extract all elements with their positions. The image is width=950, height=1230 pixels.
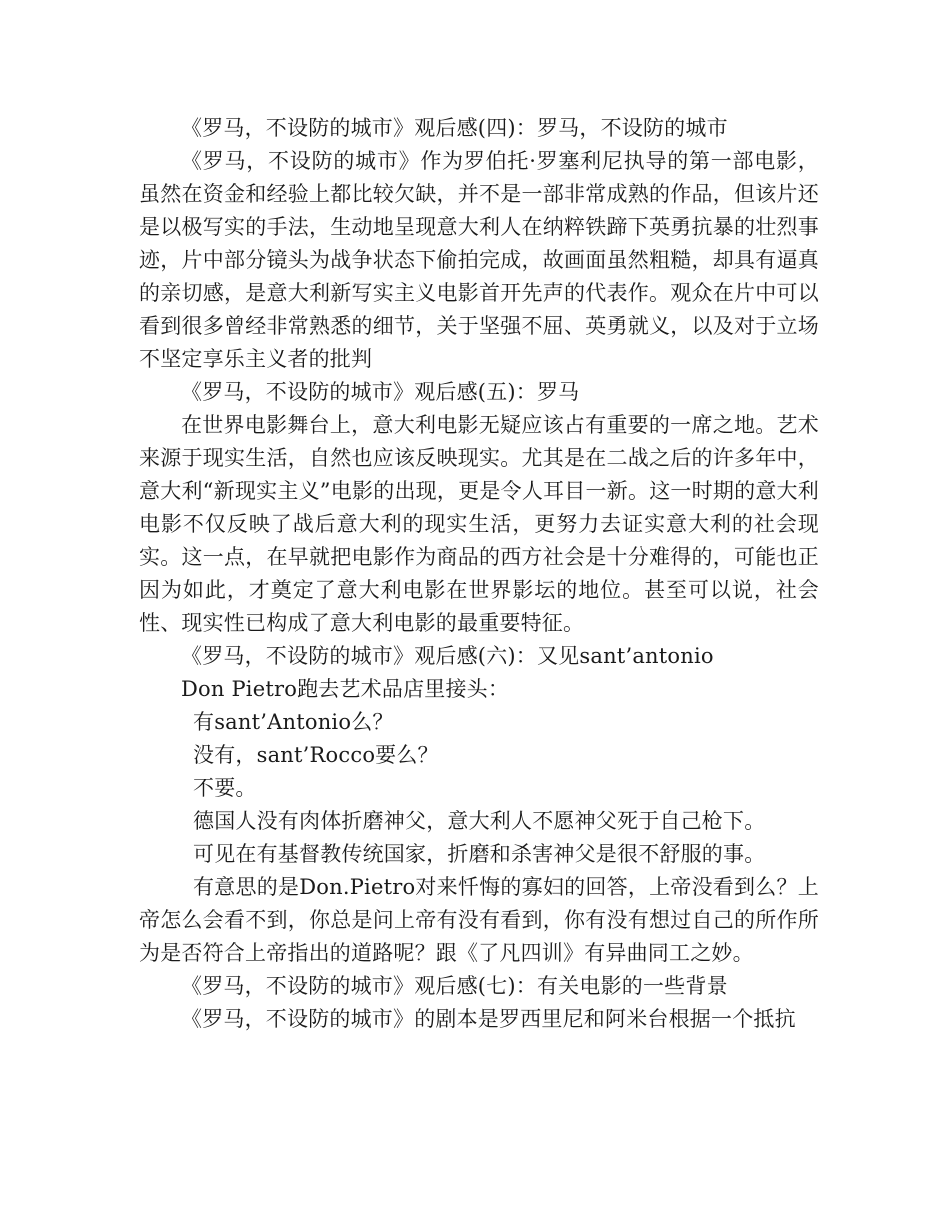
heading-review-6: 《罗马，不设防的城市》观后感(六)：又见sant’antonio	[181, 644, 714, 668]
heading-review-7: 《罗马，不设防的城市》观后感(七)：有关电影的一些背景	[181, 974, 728, 998]
heading-review-5: 《罗马，不设防的城市》观后感(五)：罗马	[181, 380, 580, 404]
paragraph-german-priest: 德国人没有肉体折磨神父，意大利人不愿神父死于自己枪下。	[193, 809, 766, 833]
dialogue-line-3: 不要。	[193, 776, 257, 800]
dialogue-line-2: 没有，sant’Rocco要么？	[193, 743, 439, 767]
dialogue-line-1: 有sant’Antonio么？	[193, 710, 394, 734]
document-body	[139, 112, 819, 1036]
paragraph-don-pietro: Don Pietro跑去艺术品店里接头：	[181, 677, 510, 701]
paragraph-christian-tradition: 可见在有基督教传统国家，折磨和杀害神父是很不舒服的事。	[193, 842, 766, 866]
paragraph-review-4: 《罗马，不设防的城市》作为罗伯托·罗塞利尼执导的第一部电影，虽然在资金和经验上都比较欠缺，并不是一部非常成熟的作品，但该片还是以极写实的手法，生动地呈现意大利人在纳粹铁蹄下英勇抗暴的壮烈事迹，片中部分镜头为战争状态下偷拍完成，故画面虽然粗糙，却具有逼真的亲切感，是意大利新写实主义电影首开先声的代表作。观众在片中可以看到很多曾经非常熟悉的细节，关于坚强不屈、英勇就义，以及对于立场不坚定享乐主义者的批判	[139, 149, 819, 371]
paragraph-background: 《罗马，不设防的城市》的剧本是罗西里尼和阿米台根据一个抵抗	[181, 1007, 796, 1031]
paragraph-review-5: 在世界电影舞台上，意大利电影无疑应该占有重要的一席之地。艺术来源于现实生活，自然也应该反映现实。尤其是在二战之后的许多年中，意大利“新现实主义”电影的出现，更是令人耳目一新。这一时期的意大利电影不仅反映了战后意大利的现实生活，更努力去证实意大利的社会现实。这一点，在早就把电影作为商品的西方社会是十分难得的，可能也正因为如此，才奠定了意大利电影在世界影坛的地位。甚至可以说，社会性、现实性已构成了意大利电影的最重要特征。	[139, 413, 819, 635]
paragraph-confession-answer: 有意思的是Don.Pietro对来忏悔的寡妇的回答，上帝没看到么？上帝怎么会看不到，你总是问上帝有没有看到，你有没有想过自己的所作所为是否符合上帝指出的道路呢？跟《了凡四训》有异曲同工之妙。	[139, 875, 819, 965]
heading-review-4: 《罗马，不设防的城市》观后感(四)：罗马，不设防的城市	[181, 116, 728, 140]
